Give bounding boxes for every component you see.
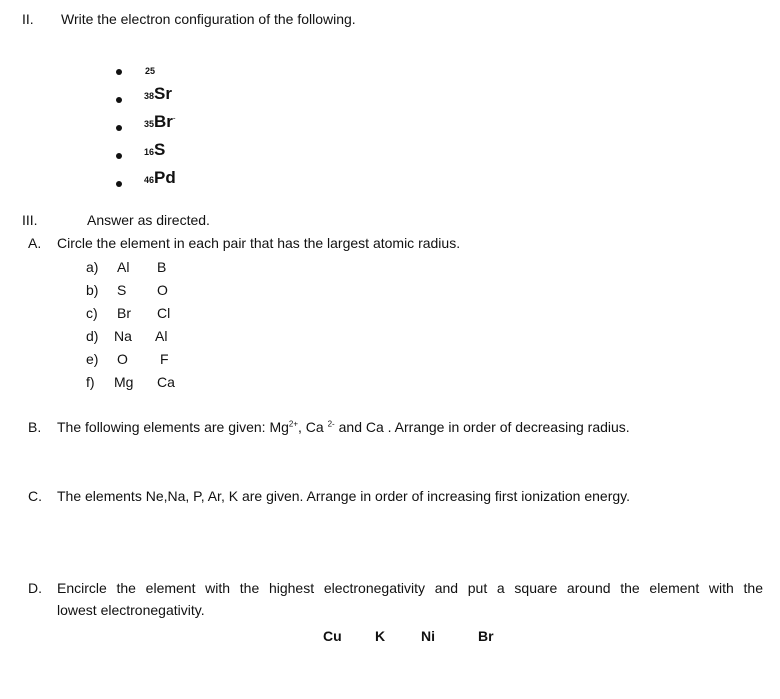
pair-element: Ca	[157, 374, 175, 390]
part-question: The elements Ne,Na, P, Ar, K are given. Arrange in order of increasing first ionization energy.	[57, 488, 631, 504]
element-sr	[144, 84, 172, 104]
part-question	[57, 419, 630, 435]
element-pd	[144, 168, 176, 188]
pair-element: Mg	[114, 374, 134, 390]
pair-element: B	[157, 259, 167, 275]
bullet-icon	[116, 97, 122, 103]
bullet-icon	[116, 153, 122, 159]
ion-charge: 2-	[327, 419, 335, 429]
pair-element: O	[157, 282, 168, 298]
bullet-icon	[116, 125, 122, 131]
element-symbol: Sr	[154, 84, 172, 103]
element-symbol: Br	[154, 112, 173, 131]
part-letter: D.	[28, 580, 42, 596]
pair-element: F	[160, 351, 169, 367]
pair-element: O	[117, 351, 128, 367]
atomic-number: 38	[144, 91, 155, 101]
element-symbol: Pd	[154, 168, 176, 187]
question-text: and Ca . Arrange in order of decreasing radius.	[334, 419, 630, 435]
ion-charge: 2+	[288, 419, 299, 429]
part-letter: A.	[28, 235, 42, 251]
pair-element: Al	[155, 328, 168, 344]
section-number: II.	[22, 11, 34, 27]
atomic-number: 46	[144, 175, 155, 185]
question-text: The following elements are given: Mg	[57, 419, 289, 435]
pair-element: Na	[114, 328, 132, 344]
element-choice: K	[375, 628, 386, 644]
part-question: Circle the element in each pair that has the largest atomic radius.	[57, 235, 461, 251]
element-br	[144, 112, 176, 132]
question-text: , Ca	[298, 419, 324, 435]
pair-label: f)	[86, 374, 95, 390]
atomic-number: 35	[144, 119, 155, 129]
atomic-number: 16	[144, 147, 155, 157]
section-instruction: Answer as directed.	[87, 212, 210, 228]
part-letter: C.	[28, 488, 42, 504]
part-question-continued: lowest electronegativity.	[57, 602, 205, 618]
element-choice: Ni	[421, 628, 435, 644]
element-symbol: S	[154, 140, 166, 159]
stray-number: 25	[145, 66, 156, 76]
pair-element: Br	[117, 305, 131, 321]
element-choice: Cu	[323, 628, 342, 644]
pair-label: c)	[86, 305, 98, 321]
ion-charge: -	[172, 113, 176, 123]
bullet-icon	[116, 181, 122, 187]
part-question: Encircle the element with the highest electronegativity and put a square around the element with the	[57, 580, 763, 596]
pair-label: d)	[86, 328, 99, 344]
pair-label: b)	[86, 282, 99, 298]
pair-label: a)	[86, 259, 99, 275]
element-s	[144, 140, 165, 160]
section-number: III.	[22, 212, 38, 228]
pair-element: Cl	[157, 305, 171, 321]
bullet-icon	[116, 69, 122, 75]
section-instruction: Write the electron configuration of the following.	[61, 11, 356, 27]
pair-label: e)	[86, 351, 99, 367]
pair-element: Al	[117, 259, 130, 275]
part-letter: B.	[28, 419, 42, 435]
element-choice: Br	[478, 628, 494, 644]
pair-element: S	[117, 282, 127, 298]
